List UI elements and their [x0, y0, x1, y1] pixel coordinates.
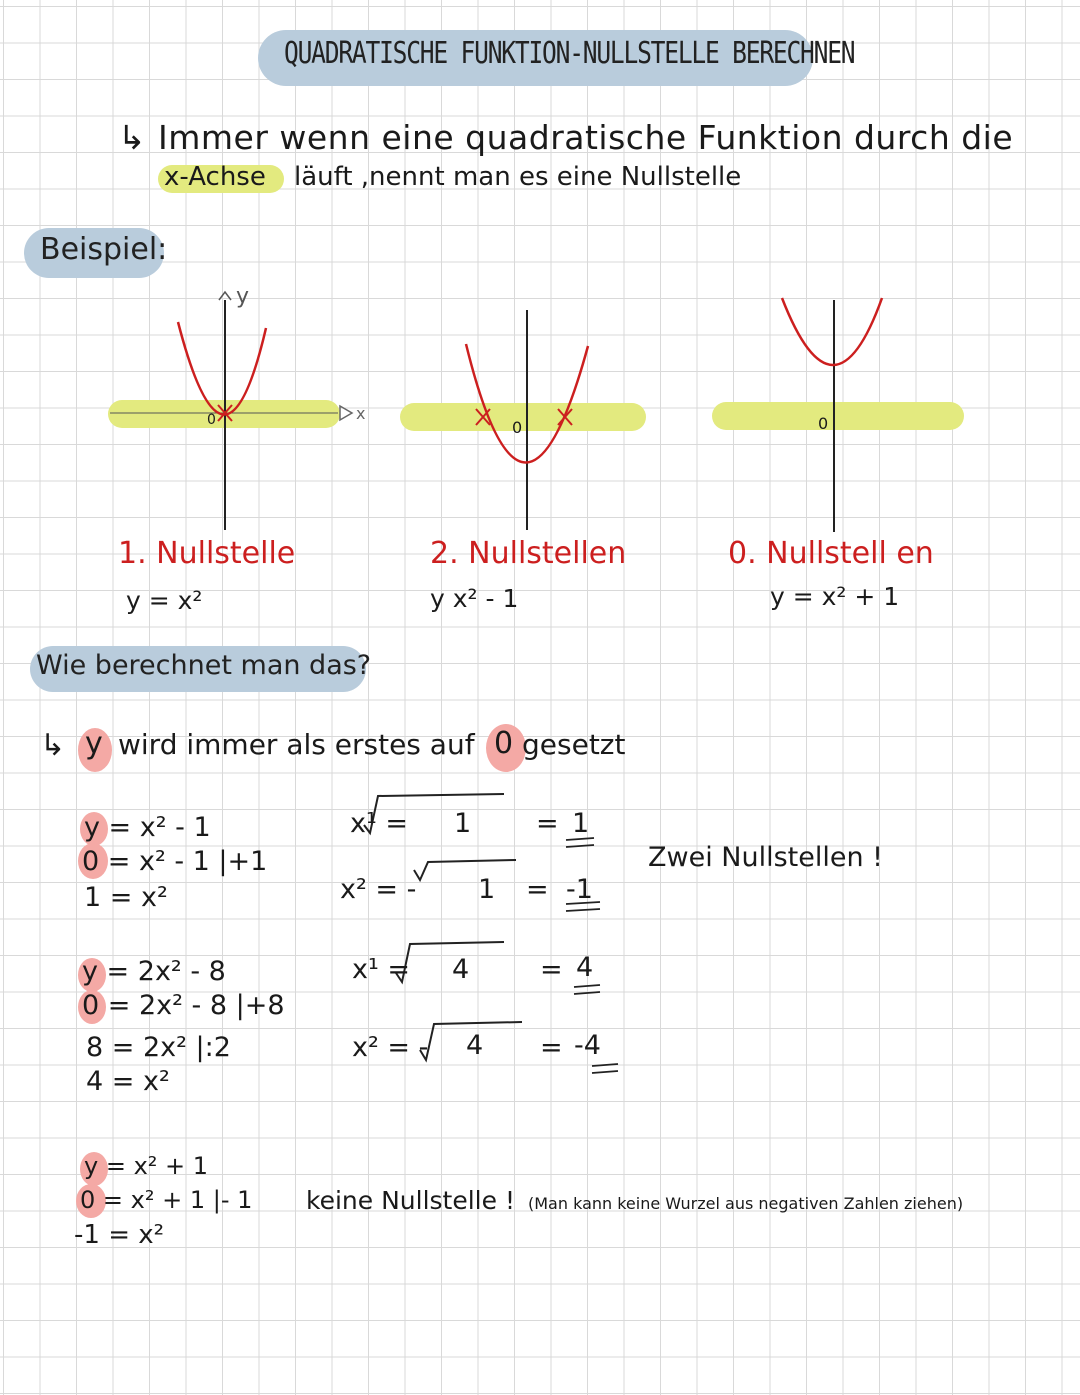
ex2-root2-result: -4 — [574, 1030, 601, 1061]
graph2-formula: y x² - 1 — [430, 584, 519, 613]
rule-end: gesetzt — [522, 728, 626, 761]
rule-arrow: ↳ — [40, 728, 66, 763]
graph1-y-label: y — [236, 284, 250, 309]
ex2-line-3: 8 = 2x² |:2 — [86, 1032, 231, 1063]
ex3-note: keine Nullstelle ! — [306, 1186, 515, 1215]
graph-2 — [466, 310, 588, 530]
ex1-note: Zwei Nullstellen ! — [648, 842, 883, 873]
ex2-line-2: 0 = 2x² - 8 |+8 — [82, 990, 285, 1021]
ex1-root1-lhs: x¹ = — [350, 808, 409, 839]
root3-sign-icon — [396, 942, 504, 982]
ex1-root2-lhs: x² = - — [340, 874, 417, 905]
ex1-line-3: 1 = x² — [84, 882, 168, 913]
graph1-origin: 0 — [207, 412, 216, 428]
example-heading: Beispiel: — [40, 232, 168, 267]
result4-underline — [592, 1064, 618, 1073]
graph2-zero-mark-right-icon — [558, 409, 572, 425]
graph1-y-arrow-icon — [219, 292, 231, 300]
graph2-origin: 0 — [512, 418, 523, 437]
graph1-formula: y = x² — [126, 586, 203, 615]
graph3-caption: 0. Nullstell en — [728, 536, 934, 571]
ex1-root2-eq: = — [526, 874, 549, 905]
ex3-line-2: 0 = x² + 1 |- 1 — [80, 1186, 253, 1214]
ex1-root2-result: -1 — [566, 874, 593, 905]
ex2-line-1: y = 2x² - 8 — [82, 956, 226, 987]
result3-underline — [574, 985, 600, 994]
ex2-root1-lhs: x¹ = — [352, 954, 411, 985]
ex1-line-2: 0 = x² - 1 |+1 — [82, 846, 268, 877]
result1-underline — [566, 838, 594, 847]
graph1-x-label: x — [356, 404, 366, 423]
graph-1 — [110, 292, 352, 530]
graph3-formula: y = x² + 1 — [770, 582, 900, 611]
ex2-root2-eq: = — [540, 1032, 563, 1063]
ex1-root1-rad: 1 — [454, 808, 472, 839]
ex3-note-small: (Man kann keine Wurzel aus negativen Zahlen ziehen) — [528, 1194, 964, 1213]
graph1-parabola — [178, 322, 266, 415]
ex3-line-1: y = x² + 1 — [84, 1152, 209, 1180]
intro-line-2: läuft ,nennt man es eine Nullstelle — [294, 162, 742, 192]
ex1-root1-eq: = — [536, 808, 559, 839]
graph3-origin: 0 — [818, 414, 829, 433]
ex2-root1-rad: 4 — [452, 954, 470, 985]
ex2-root1-eq: = — [540, 954, 563, 985]
root2-sign-icon — [414, 860, 516, 880]
graph3-parabola — [782, 298, 882, 365]
rule-middle: wird immer als erstes auf — [118, 728, 475, 761]
graph1-x-arrow-icon — [340, 406, 352, 420]
intro-arrow: ↳ — [118, 118, 147, 157]
graph-3 — [782, 298, 882, 532]
ex2-root2-rad: 4 — [466, 1030, 484, 1061]
ex2-root2-lhs: x² = - — [352, 1032, 429, 1063]
rule-zero: 0 — [494, 726, 514, 761]
ex2-line-4: 4 = x² — [86, 1066, 170, 1097]
ex3-line-3: -1 = x² — [74, 1220, 165, 1250]
page-title: QUADRATISCHE FUNKTION-NULLSTELLE BERECHNEN — [284, 36, 855, 71]
intro-line-1: Immer wenn eine quadratische Funktion durch die — [158, 118, 1014, 157]
intro-x-achse: x-Achse — [164, 162, 266, 192]
ex1-line-1: y = x² - 1 — [84, 812, 211, 843]
graph2-caption: 2. Nullstellen — [430, 536, 627, 571]
ex1-root2-rad: 1 — [478, 874, 496, 905]
graph1-caption: 1. Nullstelle — [118, 536, 296, 571]
ex2-root1-result: 4 — [576, 952, 594, 983]
rule-y: y — [85, 726, 103, 761]
how-heading: Wie berechnet man das? — [36, 650, 372, 681]
ex1-root1-result: 1 — [572, 808, 590, 839]
